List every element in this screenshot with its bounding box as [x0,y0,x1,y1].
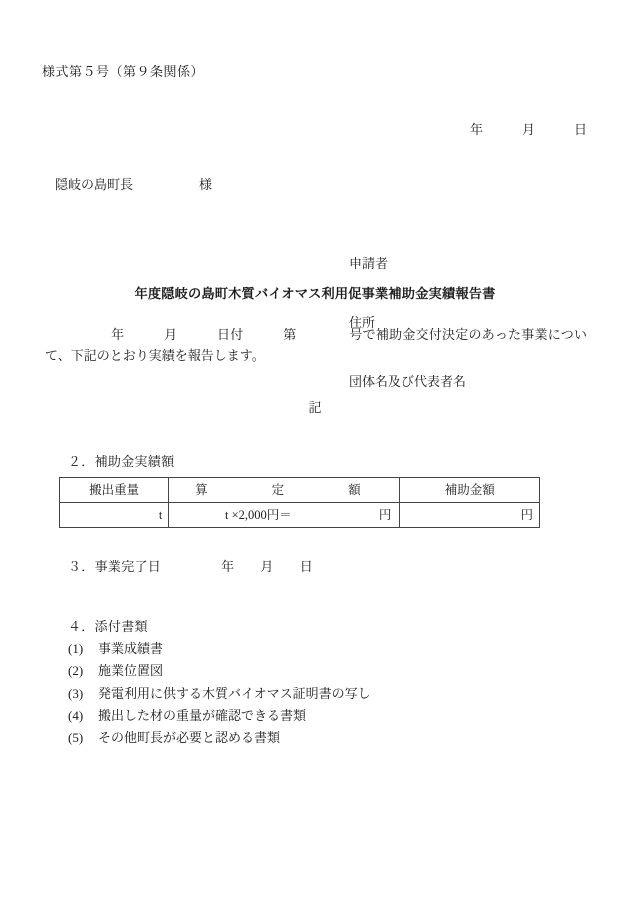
table-row [60,503,540,528]
list-item [68,705,371,727]
column-header-weight: 搬出重量 [60,478,169,503]
form-number: 様式第５号（第９条関係） [42,64,205,79]
applicant-address-label: 住所 [349,314,376,330]
list-item-number: (4) [68,708,84,724]
completion-month: 月 [260,559,274,574]
list-item [68,660,371,682]
addressee-recipient: 隠岐の島町長 [55,177,134,192]
calculation-expression: t ×2,000円＝ [224,507,292,522]
list-item-label: その他町長が必要と認める書類 [98,730,281,746]
applicant-org-label: 団体名及び代表者名 [349,374,467,389]
column-header-subsidy: 補助金額 [400,478,540,503]
list-item-label: 施業位置図 [98,663,164,679]
completion-day: 日 [299,559,314,574]
completion-year: 年 [221,559,235,574]
table-header-row [60,478,540,503]
attachment-list [68,638,371,750]
list-item [68,638,371,660]
list-item-label: 搬出した材の重量が確認できる書類 [98,708,307,724]
section-2-heading: ２．補助金実績額 [68,454,175,469]
cell-subsidy-value[interactable]: 円 [400,503,540,528]
body-paragraph: 年 月 日付 第 号で補助金交付決定のあった事業について、下記のとおり実績を報告します。 [45,327,587,364]
date-line: 年 月 日 [469,122,587,137]
page-title: 年度隠岐の島町木質バイオマス利用促事業補助金実績報告書 [134,286,496,301]
list-item [68,727,371,749]
list-item-number: (2) [68,663,84,679]
column-header-calculation: 算 定 額 [169,478,400,503]
section-3-label: ３．事業完了日 [68,559,162,574]
section-3-heading [68,557,313,577]
list-item [68,683,371,705]
list-item-number: (1) [68,641,84,656]
cell-calculation-value[interactable] [169,503,400,528]
calculation-unit: 円 [378,507,392,522]
ki-marker: 記 [308,400,322,415]
addressee-line [55,175,212,195]
applicant-label: 申請者 [349,255,389,271]
addressee-honorific: 様 [199,177,213,192]
list-item-number: (3) [68,685,84,701]
list-item-number: (5) [68,730,84,746]
list-item-label: 発電利用に供する木質バイオマス証明書の写し [98,685,371,701]
list-item-label: 事業成績書 [98,641,164,656]
subsidy-result-table [59,477,540,528]
section-4-heading: ４．添付書類 [68,619,148,634]
cell-weight-value[interactable]: t [60,503,169,528]
